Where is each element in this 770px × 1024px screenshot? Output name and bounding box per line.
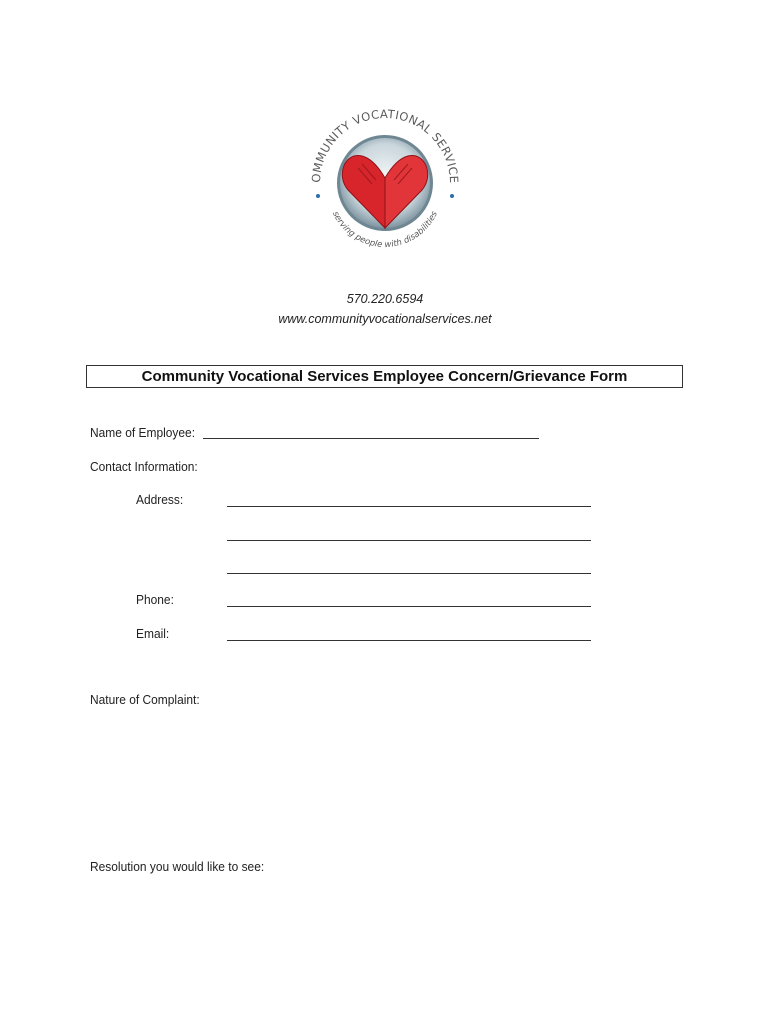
contact-website[interactable]: www.communityvocationalservices.net — [278, 312, 492, 326]
email-field[interactable] — [227, 640, 591, 641]
resolution-area[interactable] — [90, 882, 690, 1012]
phone-field[interactable] — [227, 606, 591, 607]
email-label: Email: — [136, 626, 170, 641]
address-field-line-1[interactable] — [227, 506, 591, 507]
address-field-line-3[interactable] — [227, 573, 591, 574]
organization-logo — [300, 98, 470, 268]
contact-info-label: Contact Information: — [90, 459, 198, 474]
logo-tagline: serving people with disabilities — [330, 209, 440, 251]
resolution-label: Resolution you would like to see: — [90, 859, 265, 874]
nature-of-complaint-area[interactable] — [90, 715, 690, 850]
employee-name-label: Name of Employee: — [90, 425, 196, 440]
logo-dot-right — [450, 194, 454, 198]
address-label: Address: — [136, 492, 184, 507]
contact-phone: 570.220.6594 — [346, 292, 424, 306]
logo-dot-left — [316, 194, 320, 198]
logo-ring-text: OMMUNITY VOCATIONAL SERVICE — [308, 106, 462, 184]
form-title: Community Vocational Services Employee Concern/Grievance Form — [86, 365, 683, 388]
phone-label: Phone: — [136, 592, 174, 607]
nature-of-complaint-label: Nature of Complaint: — [90, 692, 200, 707]
address-field-line-2[interactable] — [227, 540, 591, 541]
employee-name-field[interactable] — [203, 438, 539, 439]
heart-hands-logo — [300, 98, 470, 268]
